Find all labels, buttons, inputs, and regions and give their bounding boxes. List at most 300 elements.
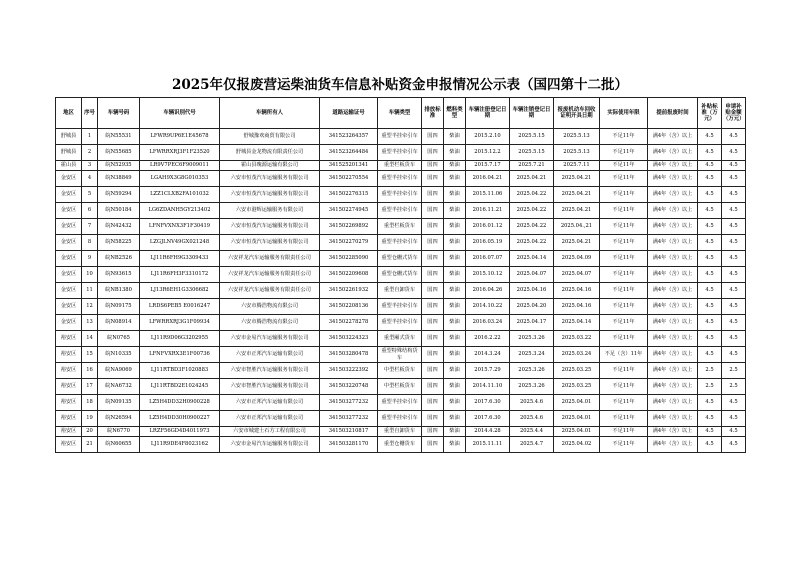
table-cell: 国四: [422, 235, 444, 251]
table-cell: 2014.4.28: [466, 427, 510, 437]
table-cell: LG6ZDANH5GY213402: [140, 203, 220, 219]
table-cell: 六安市恒茂汽车运输服务有限公司: [220, 235, 320, 251]
table-cell: 9: [82, 251, 98, 267]
table-cell: 金安区: [56, 251, 82, 267]
table-cell: 4.5: [722, 283, 746, 299]
table-cell: 裕安区: [56, 411, 82, 427]
table-cell: 国四: [422, 395, 444, 411]
table-cell: 不足11年: [600, 251, 648, 267]
table-cell: 2025.04.21: [554, 187, 600, 203]
table-cell: 2014.11.10: [466, 379, 510, 395]
table-cell: 皖N6770: [98, 427, 140, 437]
table-cell: 不足11年: [600, 171, 648, 187]
table-cell: 341502270279: [320, 235, 378, 251]
table-cell: 2025.3.26: [510, 379, 554, 395]
table-cell: 4.5: [698, 203, 722, 219]
table-cell: 4.5: [722, 437, 746, 453]
table-cell: 18: [82, 395, 98, 411]
table-cell: 裕安区: [56, 363, 82, 379]
table-row: [56, 267, 746, 283]
table-cell: 341503281170: [320, 437, 378, 453]
table-cell: 不足11年: [600, 299, 648, 315]
table-cell: 4.5: [722, 129, 746, 145]
table-cell: 满4年（含）以上: [648, 395, 698, 411]
column-header: 车辆号码: [98, 98, 140, 129]
table-cell: LJ11R6FH3F3310172: [140, 267, 220, 283]
table-cell: 不足（含）11年: [600, 347, 648, 363]
table-cell: 六安市恒茂汽车运输服务有限公司: [220, 219, 320, 235]
table-cell: 六安市智胜汽车运输服务有限公司: [220, 363, 320, 379]
table-cell: 满4年（含）以上: [648, 161, 698, 171]
table-cell: 2025.04.22: [510, 235, 554, 251]
table-cell: 341502209608: [320, 267, 378, 283]
table-cell: 2016.04.21: [466, 171, 510, 187]
table-cell: 2025.5.13: [554, 129, 600, 145]
table-cell: 柴油: [444, 145, 466, 161]
table-cell: 341503224323: [320, 331, 378, 347]
table-cell: 不足11年: [600, 315, 648, 331]
table-cell: 2016.01.12: [466, 219, 510, 235]
table-cell: 柴油: [444, 171, 466, 187]
table-cell: 重型厢式货车: [378, 331, 422, 347]
table-cell: 2025.5.15: [510, 145, 554, 161]
table-cell: 金安区: [56, 219, 82, 235]
table-cell: 重型半挂牵引车: [378, 171, 422, 187]
table-cell: 4.5: [698, 427, 722, 437]
table-cell: 国四: [422, 427, 444, 437]
table-cell: 皖N10335: [98, 347, 140, 363]
table-cell: 不足11年: [600, 411, 648, 427]
table-cell: 2025.04.20: [510, 299, 554, 315]
table-cell: 341503220748: [320, 379, 378, 395]
table-cell: 2016.04.26: [466, 283, 510, 299]
column-header: 申请补贴金额（万元）: [722, 98, 746, 129]
table-cell: 舒城豫欢商贸有限公司: [220, 129, 320, 145]
table-row: [56, 251, 746, 267]
table-cell: 重型特殊结构货车: [378, 347, 422, 363]
table-cell: 4.5: [722, 235, 746, 251]
table-cell: 金安区: [56, 315, 82, 331]
table-cell: 2016.2.22: [466, 331, 510, 347]
table-cell: 舒城县: [56, 129, 82, 145]
table-cell: 2025.5.15: [510, 129, 554, 145]
table-cell: 裕安区: [56, 427, 82, 437]
table-cell: 8: [82, 235, 98, 251]
table-cell: 重型半挂牵引车: [378, 203, 422, 219]
table-cell: 2025.04.21: [510, 171, 554, 187]
table-cell: 重型半挂牵引车: [378, 187, 422, 203]
table-cell: 12: [82, 299, 98, 315]
table-cell: 六安祥龙汽车运输服务有限责任公司: [220, 251, 320, 267]
table-cell: 341503277232: [320, 411, 378, 427]
table-cell: 2025.7.21: [510, 161, 554, 171]
table-cell: 重型半挂牵引车: [378, 299, 422, 315]
table-cell: 341502269892: [320, 219, 378, 235]
table-cell: 柴油: [444, 129, 466, 145]
table-cell: 国四: [422, 251, 444, 267]
table-cell: 2025.04.21: [554, 235, 600, 251]
column-header: 车辆注册登记日期: [466, 98, 510, 129]
table-cell: 2025.04.09: [554, 251, 600, 267]
table-cell: 5: [82, 187, 98, 203]
table-cell: LR9V7PEC6F9009011: [140, 161, 220, 171]
table-cell: 六安市智胜汽车运输服务有限公司: [220, 379, 320, 395]
table-cell: 裕安区: [56, 347, 82, 363]
table-cell: 满4年（含）以上: [648, 437, 698, 453]
table-cell: 2017.6.30: [466, 395, 510, 411]
table-cell: 满4年（含）以上: [648, 203, 698, 219]
table-cell: 柴油: [444, 251, 466, 267]
table-cell: 重型半挂牵引车: [378, 315, 422, 331]
table-cell: 金安区: [56, 187, 82, 203]
table-cell: 国四: [422, 331, 444, 347]
table-cell: 国四: [422, 145, 444, 161]
table-cell: 不足11年: [600, 219, 648, 235]
table-cell: 13: [82, 315, 98, 331]
table-cell: 六安市正邦汽车运输有限公司: [220, 347, 320, 363]
table-cell: 4.5: [722, 203, 746, 219]
table-cell: 皖N59294: [98, 187, 140, 203]
table-cell: 2015.12.2: [466, 145, 510, 161]
table-row: [56, 363, 746, 379]
table-cell: 4.5: [722, 171, 746, 187]
table-cell: 14: [82, 331, 98, 347]
table-cell: 4.5: [698, 395, 722, 411]
table-cell: 4.5: [698, 145, 722, 161]
table-cell: 4.5: [698, 347, 722, 363]
table-cell: LRDS6PEB5 E0016247: [140, 299, 220, 315]
table-cell: 重型仓栅式货车: [378, 267, 422, 283]
table-cell: 六安祥龙汽车运输服务有限责任公司: [220, 267, 320, 283]
table-cell: 10: [82, 267, 98, 283]
table-cell: 不足11年: [600, 283, 648, 299]
table-cell: 国四: [422, 267, 444, 283]
table-cell: 皖NA9069: [98, 363, 140, 379]
table-cell: LFWRRXRJ3G1F09934: [140, 315, 220, 331]
table-cell: 不足11年: [600, 379, 648, 395]
table-cell: 4.5: [722, 267, 746, 283]
column-header: 车辆所有人: [220, 98, 320, 129]
table-cell: 2015.2.10: [466, 129, 510, 145]
column-header: 排放标准: [422, 98, 444, 129]
table-cell: 满4年（含）以上: [648, 145, 698, 161]
table-cell: 2016.05.19: [466, 235, 510, 251]
table-cell: 重型仓栅式货车: [378, 251, 422, 267]
table-cell: 舒城县: [56, 145, 82, 161]
column-header: 道路运输证号: [320, 98, 378, 129]
table-cell: 341502274945: [320, 203, 378, 219]
table-cell: 皖N93615: [98, 267, 140, 283]
table-cell: 柴油: [444, 219, 466, 235]
table-cell: 满4年（含）以上: [648, 129, 698, 145]
table-cell: LZ5H4DD32H0900228: [140, 395, 220, 411]
table-cell: 柴油: [444, 187, 466, 203]
table-cell: 4.5: [698, 299, 722, 315]
table-cell: 4.5: [698, 331, 722, 347]
table-cell: 皖N42432: [98, 219, 140, 235]
table-cell: 7: [82, 219, 98, 235]
column-header: 车辆识别代号: [140, 98, 220, 129]
table-cell: 2025.04.01: [554, 427, 600, 437]
table-cell: 1: [82, 129, 98, 145]
table-cell: 2025.4.6: [510, 395, 554, 411]
table-cell: 2025.3.26: [510, 363, 554, 379]
table-cell: 2017.6.30: [466, 411, 510, 427]
table-cell: 六安市金易汽车运输服务有限公司: [220, 331, 320, 347]
table-cell: 国四: [422, 171, 444, 187]
table-cell: 11: [82, 283, 98, 299]
table-cell: 柴油: [444, 437, 466, 453]
table-cell: 六安市金易汽车运输服务有限公司: [220, 437, 320, 453]
table-cell: 4.5: [722, 187, 746, 203]
table-cell: 4.5: [722, 315, 746, 331]
table-cell: 341503222392: [320, 363, 378, 379]
table-cell: 2025.03.24: [554, 347, 600, 363]
table-cell: 4.5: [722, 331, 746, 347]
table-cell: 4.5: [698, 129, 722, 145]
table-cell: 六安市正邦汽车运输有限公司: [220, 411, 320, 427]
table-cell: 2015.10.12: [466, 267, 510, 283]
table-cell: 2025.4.7: [510, 437, 554, 453]
table-cell: 341502276315: [320, 187, 378, 203]
table-cell: 裕安区: [56, 379, 82, 395]
table-cell: 国四: [422, 347, 444, 363]
table-cell: 4.5: [698, 411, 722, 427]
table-cell: 20: [82, 427, 98, 437]
table-cell: 金安区: [56, 203, 82, 219]
table-row: [56, 283, 746, 299]
column-header: 报废机动车回收证明开具日期: [554, 98, 600, 129]
table-cell: 柴油: [444, 299, 466, 315]
table-cell: 六安市正邦汽车运输有限公司: [220, 395, 320, 411]
table-cell: 金安区: [56, 171, 82, 187]
table-cell: 柴油: [444, 363, 466, 379]
table-cell: 柴油: [444, 347, 466, 363]
table-cell: 国四: [422, 315, 444, 331]
table-cell: 国四: [422, 219, 444, 235]
table-cell: 341502208136: [320, 299, 378, 315]
table-cell: 2016.07.07: [466, 251, 510, 267]
table-cell: 4.5: [698, 437, 722, 453]
table-row: [56, 437, 746, 453]
table-cell: 皖N52935: [98, 161, 140, 171]
table-cell: 金安区: [56, 235, 82, 251]
column-header: 车辆注销登记日期: [510, 98, 554, 129]
table-cell: 皖N09135: [98, 395, 140, 411]
table-cell: 2: [82, 145, 98, 161]
table-cell: LJ11R6FH9G3309433: [140, 251, 220, 267]
table-cell: 柴油: [444, 161, 466, 171]
table-cell: 国四: [422, 161, 444, 171]
table-cell: 不足11年: [600, 331, 648, 347]
table-cell: 341503210817: [320, 427, 378, 437]
table-cell: 4.5: [722, 347, 746, 363]
table-cell: 皖NB1380: [98, 283, 140, 299]
table-cell: 2025.04.17: [510, 315, 554, 331]
table-cell: 2025.4.6: [510, 411, 554, 427]
table-cell: 6: [82, 203, 98, 219]
table-cell: 17: [82, 379, 98, 395]
table-cell: 重型半挂牵引车: [378, 235, 422, 251]
table-cell: 裕安区: [56, 395, 82, 411]
table-cell: 柴油: [444, 411, 466, 427]
column-header: 补贴标准（万元）: [698, 98, 722, 129]
table-cell: 4.5: [722, 161, 746, 171]
table-cell: 国四: [422, 299, 444, 315]
table-cell: 满4年（含）以上: [648, 347, 698, 363]
table-cell: 2025.3.24: [510, 347, 554, 363]
table-row: [56, 379, 746, 395]
table-cell: 不足11年: [600, 129, 648, 145]
table-cell: 2015.11.06: [466, 187, 510, 203]
table-cell: 2025.04.21: [554, 171, 600, 187]
table-cell: 六安市港辉运输服务有限公司: [220, 203, 320, 219]
table-cell: 皖N58225: [98, 235, 140, 251]
table-cell: 柴油: [444, 235, 466, 251]
table-cell: 2.5: [722, 379, 746, 395]
table-row: [56, 235, 746, 251]
table-cell: 国四: [422, 129, 444, 145]
table-cell: 2025.03.25: [554, 363, 600, 379]
table-cell: 不足11年: [600, 145, 648, 161]
table-cell: 15: [82, 347, 98, 363]
table-cell: 2025.7.11: [554, 161, 600, 171]
subsidy-table: [55, 97, 746, 453]
table-cell: 柴油: [444, 203, 466, 219]
page-title: 2025年仅报废营运柴油货车信息补贴资金申报情况公示表（国四第十二批）: [171, 77, 629, 93]
table-cell: LZGJLNV49GX021248: [140, 235, 220, 251]
table-cell: LRZF56GD4D4011973: [140, 427, 220, 437]
table-cell: 4.5: [698, 171, 722, 187]
column-header: 提前报废时间: [648, 98, 698, 129]
table-cell: 2025.04.22: [510, 187, 554, 203]
table-cell: 满4年（含）以上: [648, 219, 698, 235]
table-cell: 满4年（含）以上: [648, 235, 698, 251]
table-row: [56, 315, 746, 331]
table-cell: 国四: [422, 283, 444, 299]
table-cell: 341503277232: [320, 395, 378, 411]
table-cell: LFNFVXRX3E1F00736: [140, 347, 220, 363]
table-cell: 4.5: [698, 187, 722, 203]
table-cell: 满4年（含）以上: [648, 187, 698, 203]
table-cell: LGAH9X3G8G010353: [140, 171, 220, 187]
table-cell: 皖N60655: [98, 437, 140, 453]
table-cell: 重型半挂牵引车: [378, 129, 422, 145]
table-row: [56, 129, 746, 145]
column-header: 地区: [56, 98, 82, 129]
table-cell: 21: [82, 437, 98, 453]
column-header: 燃料类型: [444, 98, 466, 129]
table-cell: 341502261932: [320, 283, 378, 299]
table-cell: 2.5: [698, 379, 722, 395]
table-cell: 满4年（含）以上: [648, 363, 698, 379]
table-cell: 金安区: [56, 299, 82, 315]
table-row: [56, 219, 746, 235]
table-header-row: [56, 98, 746, 129]
table-cell: 4.5: [698, 251, 722, 267]
table-cell: 2025.4.4: [510, 427, 554, 437]
table-cell: LJ11RTBD3F1020883: [140, 363, 220, 379]
table-cell: 2025.03.22: [554, 331, 600, 347]
table-cell: 霍山县: [56, 161, 82, 171]
table-cell: 柴油: [444, 283, 466, 299]
table-row: [56, 187, 746, 203]
table-cell: 皖N26594: [98, 411, 140, 427]
table-cell: 19: [82, 411, 98, 427]
column-header: 车辆类型: [378, 98, 422, 129]
table-cell: 重型自卸货车: [378, 283, 422, 299]
table-cell: 满4年（含）以上: [648, 411, 698, 427]
table-cell: 2016.11.21: [466, 203, 510, 219]
table-cell: 2025.04.01: [554, 411, 600, 427]
table-cell: 2025.04.16: [554, 283, 600, 299]
table-row: [56, 161, 746, 171]
table-cell: 皖N50184: [98, 203, 140, 219]
table-cell: 2025.04.14: [554, 315, 600, 331]
table-cell: 4.5: [698, 267, 722, 283]
table-cell: 皖N0765: [98, 331, 140, 347]
table-cell: 重型自卸货车: [378, 427, 422, 437]
table-cell: 2015.7.29: [466, 363, 510, 379]
table-cell: 皖N55531: [98, 129, 140, 145]
table-cell: 2025.04.22: [510, 219, 554, 235]
table-cell: 重型半挂牵引车: [378, 395, 422, 411]
table-row: [56, 145, 746, 161]
table-cell: 341523264484: [320, 145, 378, 161]
table-cell: 341523264357: [320, 129, 378, 145]
table-cell: 不足11年: [600, 267, 648, 283]
table-cell: 4: [82, 171, 98, 187]
table-cell: 4.5: [722, 145, 746, 161]
table-cell: 341503280478: [320, 347, 378, 363]
table-cell: 3: [82, 161, 98, 171]
table-cell: 341525201341: [320, 161, 378, 171]
table-cell: LZ5H4DD30H0900227: [140, 411, 220, 427]
table-cell: 满4年（含）以上: [648, 331, 698, 347]
table-cell: 不足11年: [600, 187, 648, 203]
table-cell: 柴油: [444, 267, 466, 283]
table-cell: 皖N55685: [98, 145, 140, 161]
table-cell: 2.5: [698, 363, 722, 379]
table-cell: 重型半挂牵引车: [378, 145, 422, 161]
table-cell: 2025.03.25: [554, 379, 600, 395]
table-cell: 国四: [422, 203, 444, 219]
column-header: 实际使用年限: [600, 98, 648, 129]
table-cell: 重型半挂牵引车: [378, 411, 422, 427]
table-cell: 皖NA6732: [98, 379, 140, 395]
table-cell: LFWR9UP6E1E45678: [140, 129, 220, 145]
table-cell: 满4年（含）以上: [648, 315, 698, 331]
table-cell: 不足11年: [600, 395, 648, 411]
table-cell: 皖N09175: [98, 299, 140, 315]
table-cell: 4.5: [698, 235, 722, 251]
table-cell: 2015.7.17: [466, 161, 510, 171]
table-cell: 国四: [422, 363, 444, 379]
table-cell: 4.5: [722, 411, 746, 427]
table-row: [56, 299, 746, 315]
column-header: 序号: [82, 98, 98, 129]
table-cell: 341502285090: [320, 251, 378, 267]
table-row: [56, 395, 746, 411]
table-cell: 柴油: [444, 379, 466, 395]
table-cell: 重型栏板货车: [378, 219, 422, 235]
table-cell: LJ11R9DE4F8023162: [140, 437, 220, 453]
table-row: [56, 427, 746, 437]
table-cell: 不足11年: [600, 363, 648, 379]
table-cell: LJ11RTBD2E1024245: [140, 379, 220, 395]
table-cell: 2025.04.22: [510, 203, 554, 219]
table-cell: LJ11R9D06G3202955: [140, 331, 220, 347]
